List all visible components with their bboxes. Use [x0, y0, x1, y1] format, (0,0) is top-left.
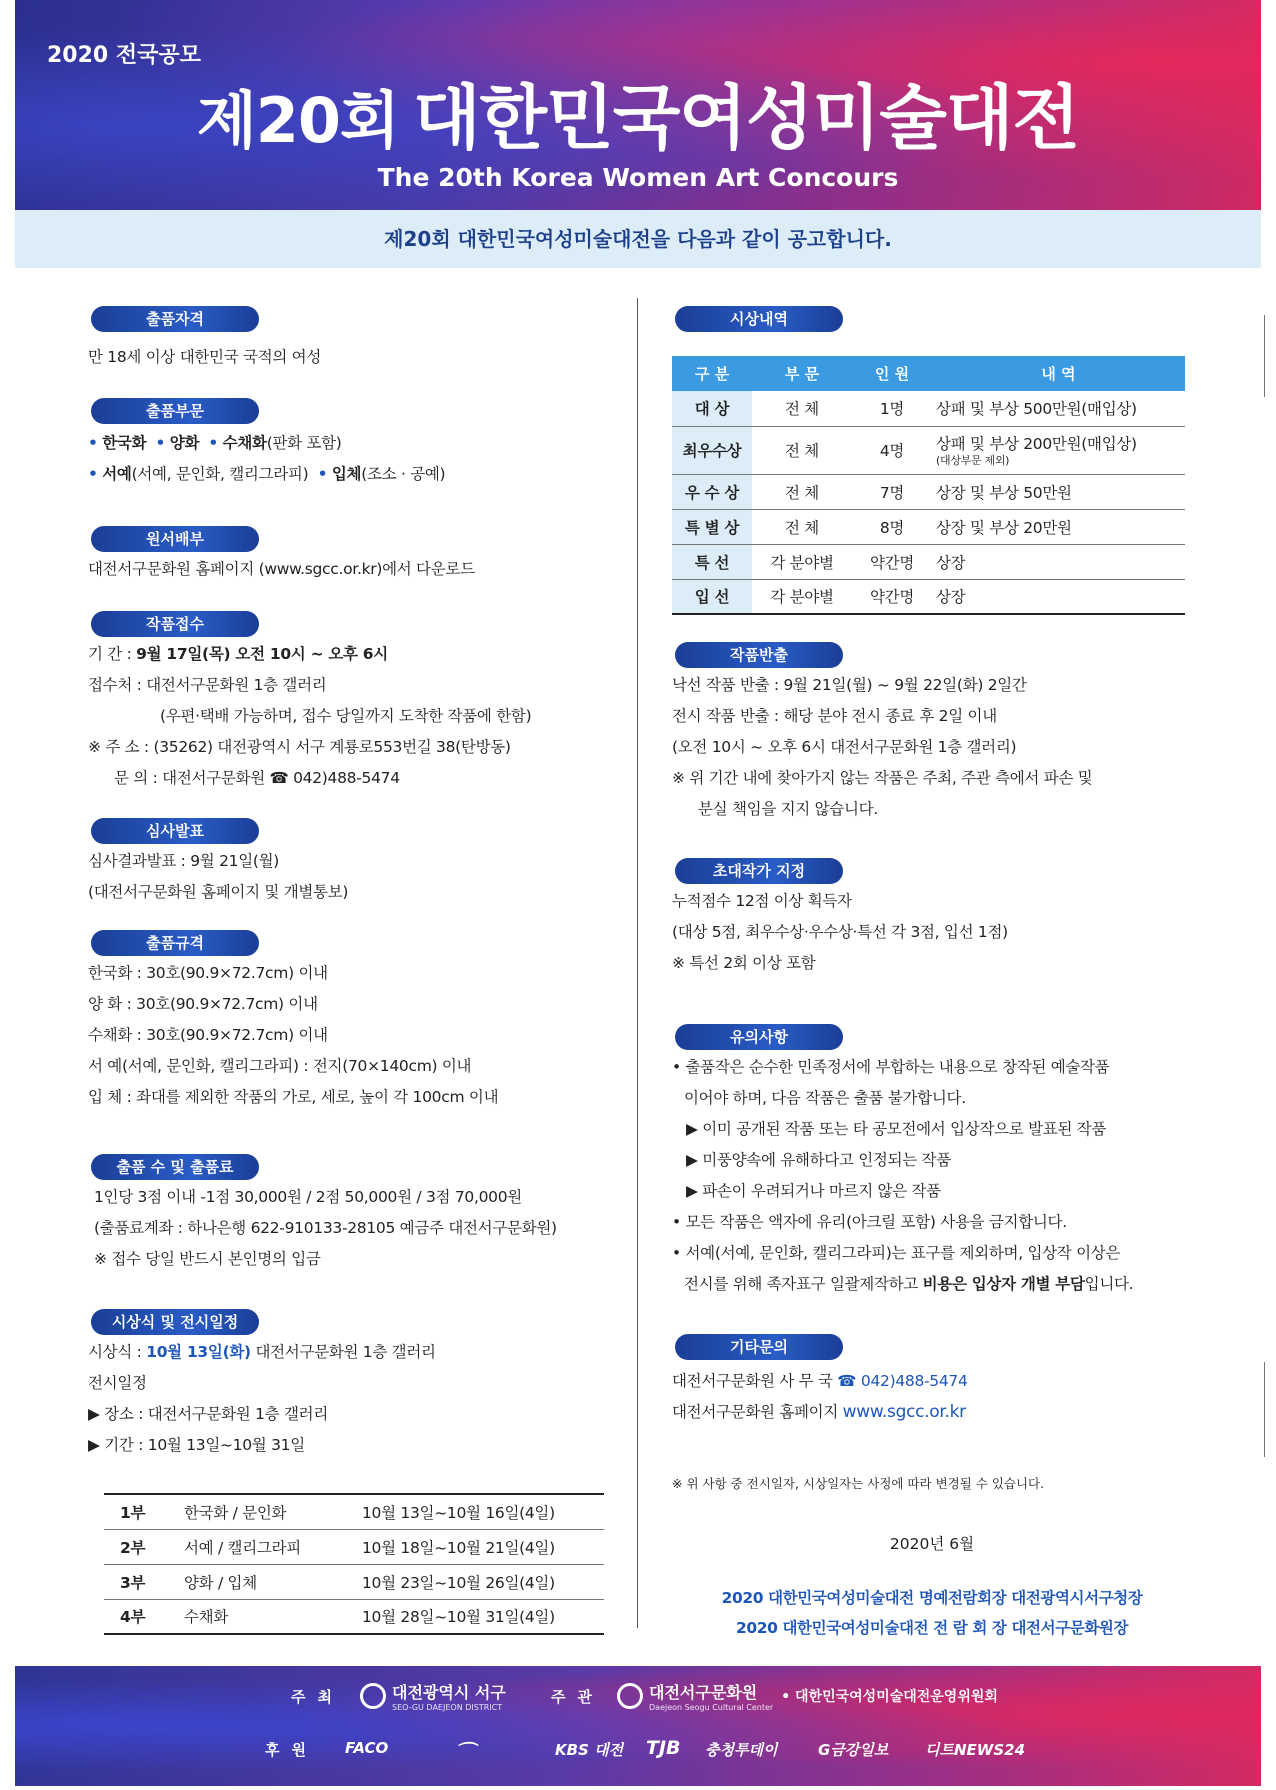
schedule-field: 한국화 / 문인화 [184, 1494, 362, 1529]
section-heading: 초대작가 지정 [675, 858, 843, 884]
schedule-dates: 10월 23일~10월 26일(4일) [362, 1564, 604, 1599]
note-line: 이어야 하며, 다음 작품은 출품 불가합니다. [684, 1089, 966, 1107]
section-contact [672, 1334, 1192, 1428]
organizer-sub: Daejeon Seogu Cultural Center [649, 1703, 774, 1712]
sponsor-faco-logo: FACO [345, 1739, 389, 1757]
note-emphasis: 비용은 입상자 개별 부담 [922, 1275, 1085, 1293]
section-awards [672, 306, 1192, 607]
section-invited [672, 858, 1192, 979]
footnote: ※ 위 사항 중 전시일자, 시상일자는 사정에 따라 변경될 수 있습니다. [672, 1476, 1045, 1491]
title-number: 제20회 [196, 84, 399, 157]
spec-line: 양 화 : 30호(90.9×72.7cm) 이내 [88, 995, 318, 1013]
spec-line: 서 예(서예, 문인화, 캘리그라피) : 전지(70×140cm) 이내 [88, 1057, 472, 1075]
fee-note: ※ 접수 당일 반드시 본인명의 입금 [94, 1250, 321, 1268]
section-heading: 작품접수 [91, 611, 259, 637]
section-heading: 심사발표 [91, 818, 259, 844]
award-detail: 상패 및 부상 500만원(매입상) [936, 400, 1137, 419]
note-line: • 출품작은 순수한 민족정서에 부합하는 내용으로 창작된 예술작품 [672, 1058, 1110, 1076]
office-phone: ☎ 042)488-5474 [837, 1372, 968, 1390]
award-count: 1명 [852, 391, 932, 426]
note-line: ▶ 파손이 우려되거나 마르지 않은 작품 [686, 1182, 941, 1200]
schedule-dates: 10월 18일~10월 21일(4일) [362, 1529, 604, 1564]
section-heading: 시상식 및 전시일정 [91, 1309, 259, 1335]
return-line: 분실 책임을 지지 않습니다. [698, 800, 878, 818]
header-year-label: 2020 전국공모 [47, 43, 201, 68]
note-line: ▶ 이미 공개된 작품 또는 타 공모전에서 입상작으로 발표된 작품 [686, 1120, 1107, 1138]
section-exhibition [88, 1309, 628, 1627]
note-text: 입니다. [1084, 1275, 1134, 1293]
edge-line [1264, 315, 1265, 397]
schedule-part: 4부 [104, 1599, 184, 1634]
award-count: 7명 [852, 474, 932, 509]
office-label: 대전서구문화원 사 무 국 [672, 1372, 838, 1390]
eligibility-text: 만 18세 이상 대한민국 국적의 여성 [88, 348, 322, 366]
section-heading: 출품 수 및 출품료 [91, 1154, 259, 1180]
section-categories [88, 398, 628, 490]
award-section: 전 체 [752, 474, 852, 509]
page-title [15, 62, 1261, 163]
note-line [672, 1269, 1192, 1300]
award-grade: 입 선 [672, 579, 752, 614]
schedule-dates: 10월 13일~10월 16일(4일) [362, 1494, 604, 1529]
schedule-venue: ▶ 장소 : 대전서구문화원 1층 갤러리 [88, 1405, 328, 1423]
sponsor-emblem-icon: ⌒ [455, 1740, 475, 1764]
invited-line: ※ 특선 2회 이상 포함 [672, 954, 816, 972]
schedule-row [104, 1564, 604, 1599]
period-label: 기 간 : [88, 645, 137, 663]
submission-place: 접수처 : 대전서구문화원 1층 갤러리 [88, 676, 327, 694]
spec-line: 한국화 : 30호(90.9×72.7cm) 이내 [88, 964, 328, 982]
invited-line: 누적점수 12점 이상 획득자 [672, 892, 852, 910]
host-logo [360, 1680, 506, 1712]
spec-line: 수채화 : 30호(90.9×72.7cm) 이내 [88, 1026, 328, 1044]
ceremony-place: 대전서구문화원 1층 갤러리 [250, 1343, 436, 1361]
contact-web [672, 1397, 1192, 1428]
ceremony-label: 시상식 : [88, 1343, 147, 1361]
announcement-bar: 제20회 대한민국여성미술대전을 다음과 같이 공고합니다. [15, 210, 1261, 268]
section-judging [88, 818, 628, 908]
col-header: 내 역 [932, 356, 1185, 391]
host-name: 대전광역시 서구 [392, 1683, 506, 1702]
award-grade: 우 수 상 [672, 474, 752, 509]
award-detail: 상장 및 부상 50만원 [936, 483, 1072, 502]
web-label: 대전서구문화원 홈페이지 [672, 1403, 843, 1421]
category-korean-painting: 한국화 [102, 434, 147, 452]
schedule-period: ▶ 기간 : 10월 13일~10월 31일 [88, 1436, 305, 1454]
section-heading: 작품반출 [675, 642, 843, 668]
award-section: 전 체 [752, 391, 852, 426]
column-divider [637, 298, 638, 1628]
section-heading: 출품부문 [91, 398, 259, 424]
schedule-field: 양화 / 입체 [184, 1564, 362, 1599]
section-eligibility [88, 306, 628, 373]
period-value: 9월 17일(목) 오전 10시 ~ 오후 6시 [136, 645, 388, 663]
category-note: (서예, 문인화, 캘리그라피) [131, 465, 309, 483]
organizer-label: 주관 [551, 1688, 604, 1706]
award-detail: 상장 [936, 553, 966, 572]
col-header: 인 원 [852, 356, 932, 391]
fee-line: 1인당 3점 이내 -1점 30,000원 / 2점 50,000원 / 3점 70,000원 [94, 1188, 522, 1206]
categories-line-2: • 서예(서예, 문인화, 캘리그라피) • 입체(조소 · 공예) [88, 465, 446, 483]
schedule-row [104, 1494, 604, 1529]
english-subtitle: The 20th Korea Women Art Concours [377, 163, 899, 192]
schedule-table [104, 1493, 604, 1635]
issue-date: 2020년 6월 [889, 1535, 975, 1553]
awards-table [672, 356, 1185, 615]
category-sculpture: 입체 [331, 465, 362, 483]
award-section: 전 체 [752, 426, 852, 474]
ceremony-line [88, 1337, 628, 1368]
ceremony-date: 10월 13일(화) [146, 1343, 251, 1361]
section-fee [88, 1154, 628, 1275]
award-detail-cell [932, 544, 1185, 579]
category-note: (판화 포함) [266, 434, 342, 452]
section-heading: 유의사항 [675, 1024, 843, 1050]
note-line: • 서예(서예, 문인화, 캘리그라피)는 표구를 제외하며, 입상작 이상은 [672, 1244, 1121, 1262]
award-row [672, 391, 1185, 426]
organizer-extra: • 대한민국여성미술대전운영위원회 [781, 1689, 998, 1705]
schedule-part: 2부 [104, 1529, 184, 1564]
note-text: 전시를 위해 족자표구 일괄제작하고 [684, 1275, 923, 1293]
categories-line-1: • 한국화 • 양화 • 수채화(판화 포함) [88, 434, 342, 452]
col-header: 구 분 [672, 356, 752, 391]
award-detail-cell [932, 509, 1185, 544]
note-line: ▶ 미풍양속에 유해하다고 인정되는 작품 [686, 1151, 951, 1169]
section-heading: 출품규격 [91, 930, 259, 956]
award-detail: 상패 및 부상 200만원(매입상) [936, 435, 1137, 453]
organizer-line-1: 2020 대한민국여성미술대전 명예전람회장 대전광역시서구청장 [721, 1589, 1143, 1607]
award-detail-cell [932, 579, 1185, 614]
section-heading: 기타문의 [675, 1334, 843, 1360]
submission-period [88, 639, 628, 670]
award-count: 약간명 [852, 544, 932, 579]
award-detail: 상장 [936, 588, 966, 607]
sponsor-tjb-logo: TJB [646, 1737, 681, 1759]
award-section: 각 분야별 [752, 544, 852, 579]
organizer-logo [617, 1680, 998, 1712]
fee-account: (출품료계좌 : 하나은행 622-910133-28105 예금주 대전서구문화원) [94, 1219, 557, 1237]
organizer-line-2: 2020 대한민국여성미술대전 전 람 회 장 대전서구문화원장 [735, 1619, 1129, 1637]
sponsor-label: 후원 [265, 1741, 318, 1759]
schedule-field: 수채화 [184, 1599, 362, 1634]
title-main: 대한민국여성미술대전 [412, 77, 1080, 159]
award-detail: 상장 및 부상 20만원 [936, 518, 1072, 537]
category-western-painting: 양화 [169, 434, 200, 452]
edge-line [1264, 1362, 1265, 1457]
section-specs [88, 930, 628, 1113]
section-submission [88, 611, 628, 794]
schedule-row [104, 1599, 604, 1634]
contact-office [672, 1366, 1192, 1397]
sponsor-dt-news-logo: 디트NEWS24 [925, 1741, 1026, 1759]
award-grade: 특 별 상 [672, 509, 752, 544]
submission-address: ※ 주 소 : (35262) 대전광역시 서구 계룡로553번길 38(탄방동) [88, 738, 511, 756]
organizer-emblem-icon [617, 1683, 643, 1709]
award-count: 4명 [852, 426, 932, 474]
return-line: (오전 10시 ~ 오후 6시 대전서구문화원 1층 갤러리) [672, 738, 1017, 756]
award-row [672, 474, 1185, 509]
judging-date: 심사결과발표 : 9월 21일(월) [88, 852, 280, 870]
invited-line: (대상 5점, 최우수상·우수상·특선 각 3점, 입선 1점) [672, 923, 1008, 941]
schedule-dates: 10월 28일~10월 31일(4일) [362, 1599, 604, 1634]
sponsor-kbs-logo: KBS 대전 [555, 1741, 624, 1759]
host-emblem-icon [360, 1683, 386, 1709]
return-line: ※ 위 기간 내에 찾아가지 않는 작품은 주최, 주관 측에서 파손 및 [672, 769, 1093, 787]
section-application [88, 526, 628, 585]
organizer-name: 대전서구문화원 [649, 1683, 758, 1702]
section-heading: 시상내역 [675, 306, 843, 332]
sponsor-geumgang-logo: G금강일보 [818, 1741, 889, 1759]
note-line: • 모든 작품은 액자에 유리(아크릴 포함) 사용을 금지합니다. [672, 1213, 1067, 1231]
category-calligraphy: 서예 [102, 465, 132, 483]
return-line: 낙선 작품 반출 : 9월 21일(월) ~ 9월 22일(화) 2일간 [672, 676, 1027, 694]
award-row [672, 544, 1185, 579]
col-header: 부 문 [752, 356, 852, 391]
sponsor-chungcheong-logo: 충청투데이 [705, 1741, 778, 1759]
section-notes [672, 1024, 1192, 1300]
schedule-part: 3부 [104, 1564, 184, 1599]
host-sub: SEO-GU DAEJEON DISTRICT [392, 1703, 503, 1712]
schedule-row [104, 1529, 604, 1564]
award-detail-cell [932, 391, 1185, 426]
award-count: 8명 [852, 509, 932, 544]
award-section: 각 분야별 [752, 579, 852, 614]
judging-note: (대전서구문화원 홈페이지 및 개별통보) [88, 883, 349, 901]
footer-banner [15, 1666, 1261, 1786]
application-text: 대전서구문화원 홈페이지 (www.sgcc.or.kr)에서 다운로드 [88, 560, 475, 578]
section-heading: 출품자격 [91, 306, 259, 332]
host-label: 주최 [291, 1688, 344, 1706]
return-line: 전시 작품 반출 : 해당 분야 전시 종료 후 2일 이내 [672, 707, 997, 725]
award-row [672, 509, 1185, 544]
submission-place-note: (우편·택배 가능하며, 접수 당일까지 도착한 작품에 한함) [160, 707, 532, 725]
header-banner [15, 0, 1261, 210]
award-row [672, 579, 1185, 614]
award-grade: 대 상 [672, 391, 752, 426]
award-grade: 최우수상 [672, 426, 752, 474]
award-count: 약간명 [852, 579, 932, 614]
category-note: (조소 · 공예) [361, 465, 446, 483]
award-detail-cell [932, 426, 1185, 474]
section-heading: 원서배부 [91, 526, 259, 552]
award-note: (대상부문 제외) [936, 454, 1010, 467]
schedule-part: 1부 [104, 1494, 184, 1529]
web-url-link[interactable]: www.sgcc.or.kr [842, 1402, 966, 1422]
award-grade: 특 선 [672, 544, 752, 579]
schedule-label: 전시일정 [88, 1374, 147, 1392]
schedule-field: 서예 / 캘리그라피 [184, 1529, 362, 1564]
award-row [672, 426, 1185, 474]
award-detail-cell [932, 474, 1185, 509]
submission-contact: 문 의 : 대전서구문화원 ☎ 042)488-5474 [114, 769, 400, 787]
award-section: 전 체 [752, 509, 852, 544]
category-watercolor: 수채화 [222, 434, 267, 452]
spec-line: 입 체 : 좌대를 제외한 작품의 가로, 세로, 높이 각 100cm 이내 [88, 1088, 499, 1106]
section-return [672, 642, 1192, 825]
